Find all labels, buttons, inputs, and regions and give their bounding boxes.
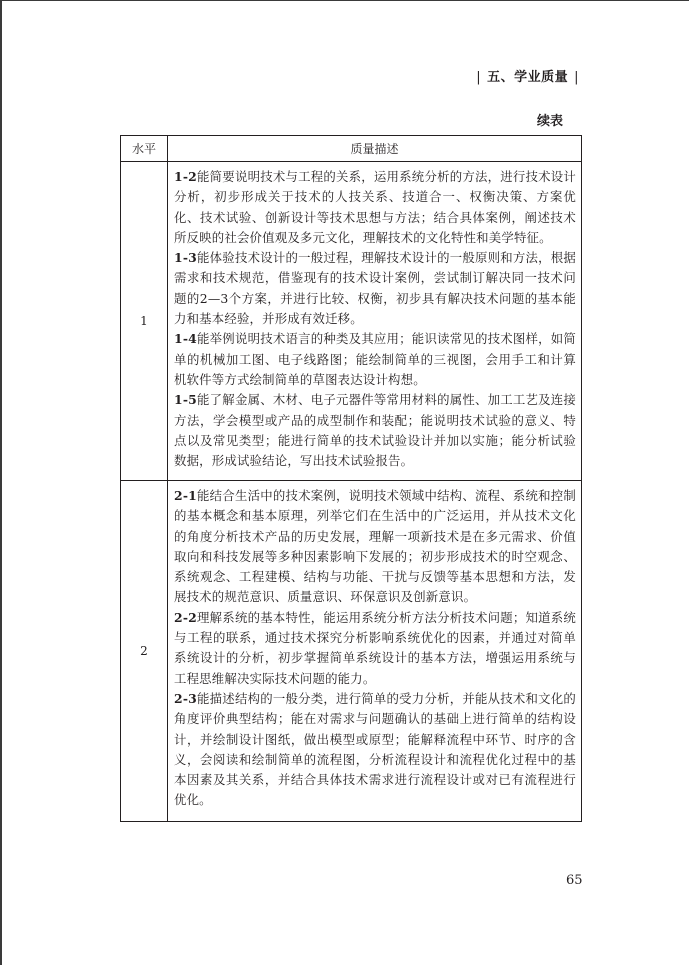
column-header-description: 质量描述 [168,136,582,162]
standard-code: 1-2 [174,169,197,184]
level-cell: 1 [121,162,168,481]
standard-code: 2-3 [174,690,197,706]
description-cell [168,481,582,822]
column-header-level: 水平 [121,136,168,162]
header-left-bar: | [476,70,482,85]
standard-text: 理解系统的基本特性，能运用系统分析方法分析技术问题；知道系统与工程的联系，通过技术探究分析影响系统优化的因素，并通过对简单系统设计的分析，初步掌握简单系统设计的基本方法，增强运用系统与工程思维解决实际技术问题的能力。 [174,609,576,686]
standard-code: 1-5 [174,392,197,408]
table-row [121,481,582,822]
standard-code: 2-2 [174,609,197,625]
standard-text: 能简要说明技术与工程的关系，运用系统分析的方法，进行技术设计分析，初步形成关于技术的人技关系、技道合一、权衡决策、方案优化、技术试验、创新设计等技术思想与方法；结合具体案例，阐述技术所反映的社会价值观及多元文化，理解技术的文化特性和美学特征。 [174,169,576,245]
page-border-left [0,0,2,965]
standard-item [174,248,576,329]
table-row [121,162,582,481]
standard-text: 能举例说明技术语言的种类及其应用；能识读常见的技术图样，如简单的机械加工图、电子线路图；能绘制简单的三视图，会用手工和计算机软件等方式绘制简单的草图表达设计构想。 [174,331,576,387]
standard-text: 能结合生活中的技术案例，说明技术领域中结构、流程、系统和控制的基本概念和基本原理，列举它们在生活中的广泛运用，并从技术文化的角度分析技术产品的历史发展，理解一项新技术是在多元需求、价值取向和科技发展等多种因素影响下发展的；初步形成技术的时空观念、系统观念、工程建模、结构与功能、干扰与反馈等基本思想和方法，发展技术的规范意识、质量意识、环保意识及创新意识。 [174,488,576,605]
page-border-top [0,0,689,1]
continued-label: 续表 [536,114,563,129]
standard-code: 2-1 [174,488,197,503]
level-cell: 2 [121,481,168,822]
standard-item [174,608,576,689]
standard-text: 能描述结构的一般分类，进行简单的受力分析，并能从技术和文化的角度评价典型结构；能在对需求与问题确认的基础上进行简单的结构设计，并绘制设计图纸，做出模型或原型；能解释流程中环节、时序的含义，会阅读和绘制简单的流程图，分析流程设计和流程优化过程中的基本因素及其关系，并结合具体技术需求进行流程设计或对已有流程进行优化。 [174,690,576,808]
description-cell [168,162,582,481]
quality-table [120,135,582,822]
standard-text: 能了解金属、木材、电子元器件等常用材料的属性、加工工艺及连接方法，学会模型或产品的成型制作和装配；能说明技术试验的意义、特点以及常见类型；能进行简单的技术试验设计并加以实施；能分析试验数据，形成试验结论，写出技术试验报告。 [174,392,576,469]
standard-code: 1-3 [174,250,197,266]
standard-item [174,167,576,248]
page-number: 65 [566,873,583,888]
standard-item [174,486,576,608]
standard-item [174,329,576,390]
standard-text: 能体验技术设计的一般过程，理解技术设计的一般原则和方法，根据需求和技术规范，借鉴现有的技术设计案例，尝试制订解决同一技术问题的2—3个方案，并进行比较、权衡，初步具有解决技术问题的基本能力和基本经验，并形成有效迁移。 [174,250,576,327]
section-title: 五、学业质量 [487,70,569,85]
running-header [470,66,585,85]
header-right-bar: | [574,70,579,85]
standard-item [174,689,576,811]
table-header-row [121,136,582,162]
standard-code: 1-4 [174,331,197,347]
standard-item [174,390,576,471]
